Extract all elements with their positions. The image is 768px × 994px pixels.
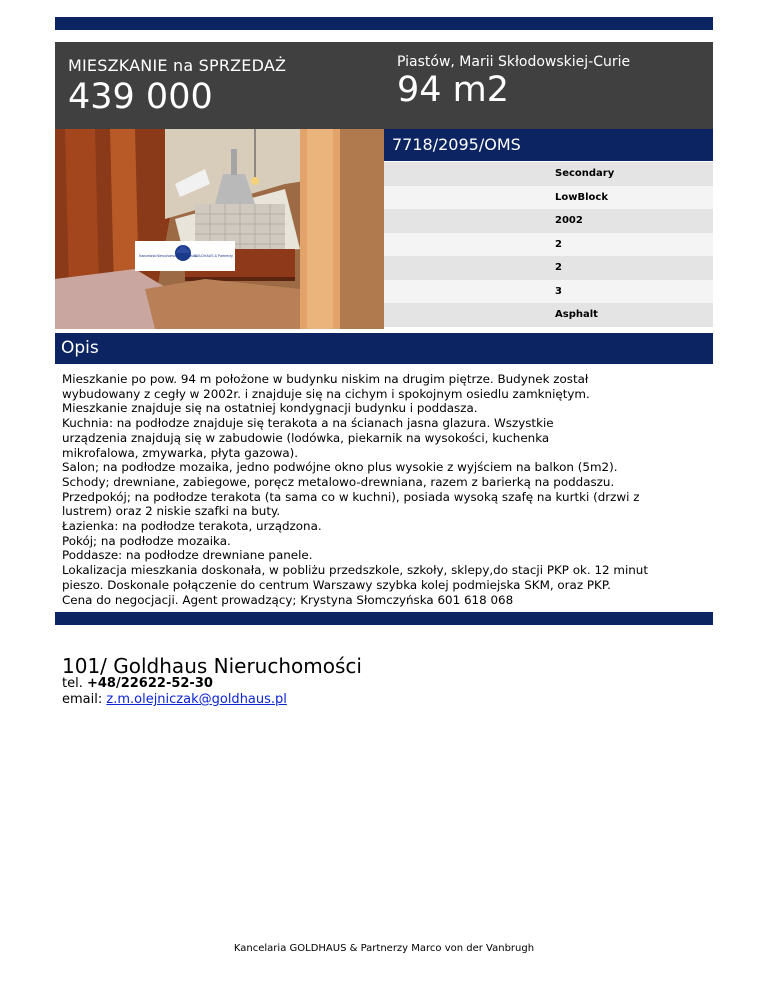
description-text	[62, 372, 710, 607]
agency-phone	[62, 676, 213, 691]
property-floor: 2	[384, 233, 713, 257]
listing-header-left	[68, 56, 286, 117]
email-label: email:	[62, 692, 103, 707]
description-line: Salon; na podłodze mozaika, jedno podwójne okno plus wysokie z wyjściem na balkon (5m2).	[62, 460, 618, 475]
svg-text:Kancelaria Nieruchomości i Fin: Kancelaria Nieruchomości i Finansów	[139, 254, 198, 258]
property-details-list	[384, 162, 713, 327]
listing-address: Piastów, Marii Skłodowskiej-Curie	[397, 54, 631, 70]
listing-header-right	[397, 54, 630, 110]
kitchen-photo-illustration	[55, 129, 384, 329]
property-market-type: Secondary	[384, 162, 713, 186]
property-floors-total: 2	[384, 256, 713, 280]
page-footer: Kancelaria GOLDHAUS & Partnerzy Marco von der Vanbrugh	[233, 943, 535, 954]
phone-number: +48/22622-52-30	[86, 676, 213, 691]
description-line: Lokalizacja mieszkania doskonała, w pobliżu przedszkole, szkoły, sklepy,do stacji PKP ok. 12 minut	[62, 563, 648, 578]
description-line: wybudowany z cegły w 2002r. i znajduje się na cichym i spokojnym osiedlu zamkniętym.	[62, 386, 590, 401]
listing-type: MIESZKANIE na SPRZEDAŻ	[68, 56, 287, 75]
description-line: Pokój; na podłodze mozaika.	[62, 533, 231, 548]
property-build-year: 2002	[384, 209, 713, 233]
svg-text:GOLDHAUS & Partnerzy: GOLDHAUS & Partnerzy	[194, 254, 233, 258]
description-line: Cena do negocjacji. Agent prowadzący; Krystyna Słomczyńska 601 618 068	[62, 592, 514, 607]
listing-price: 439 000	[68, 77, 213, 117]
agency-name: 101/ Goldhaus Nieruchomości	[62, 654, 362, 678]
description-line: Mieszkanie znajduje się na ostatniej kondygnacji budynku i poddasza.	[62, 401, 478, 416]
description-line: Schody; drewniane, zabiegowe, poręcz metalowo-drewniana, razem z barierką na poddaszu.	[62, 474, 615, 489]
description-line: lustrem) oraz 2 niskie szafki na buty.	[62, 504, 281, 519]
description-heading: Opis	[55, 333, 713, 364]
listing-area: 94 m2	[397, 70, 510, 110]
description-line: Mieszkanie po pow. 94 m położone w budynku niskim na drugim piętrze. Budynek został	[62, 372, 589, 386]
property-photo	[55, 129, 384, 329]
phone-label: tel.	[62, 676, 83, 691]
email-link[interactable]: z.m.olejniczak@goldhaus.pl	[106, 692, 287, 707]
property-rooms: 3	[384, 280, 713, 304]
description-line: Kuchnia: na podłodze znajduje się terakota a na ścianach jasna glazura. Wszystkie	[62, 416, 554, 431]
description-line: Poddasze: na podłodze drewniane panele.	[62, 548, 313, 563]
bottom-divider-bar	[55, 612, 713, 625]
property-building-type: LowBlock	[384, 186, 713, 210]
description-line: urządzenia znajdują się w zabudowie (lodówka, piekarnik na wysokości, kuchenka	[62, 430, 550, 445]
property-access-road: Asphalt	[384, 303, 713, 327]
description-line: pieszo. Doskonale połączenie do centrum Warszawy szybka kolej podmiejska SKM, oraz PKP.	[62, 577, 611, 592]
agency-email	[62, 692, 287, 707]
description-line: Łazienka: na podłodze terakota, urządzona.	[62, 519, 322, 534]
listing-header	[55, 42, 713, 129]
top-divider-bar	[55, 17, 713, 30]
offer-reference-number: 7718/2095/OMS	[384, 129, 713, 161]
description-line: mikrofalowa, zmywarka, płyta gazowa).	[62, 445, 299, 460]
description-line: Przedpokój; na podłodze terakota (ta sama co w kuchni), posiada wysoką szafę na kurtki (drzwi z	[62, 489, 640, 504]
